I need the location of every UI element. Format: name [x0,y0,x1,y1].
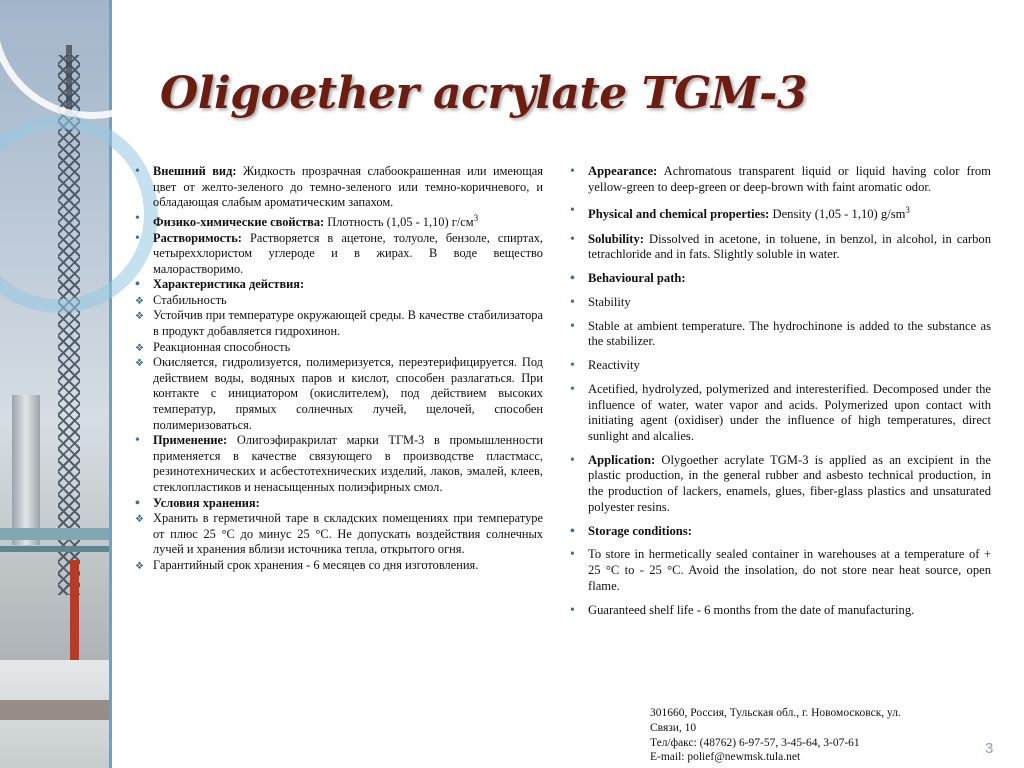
physchem-sup-en: 3 [905,205,910,216]
reactivity-text-en: • Acetified, hydrolyzed, polymerized and interesterified. Decomposed under the influence of water, water vapor and acids. Polymerized upon contact with initiating agent (oxidiser) under the influence of high temperatures, direct sunlight and alcalies. [568,382,991,444]
appearance-label-en: Appearance: [588,164,658,178]
reactivity-heading-en: • Reactivity [568,358,991,374]
solubility-text-en: Dissolved in acetone, in toluene, in benzol, in alcohol, in carbon tetrachloride and in fats. Slightly soluble in water. [588,231,991,262]
solubility-label-en: Solubility: [588,231,644,246]
russian-column [133,164,543,574]
solubility-text-ru: Растворяется в ацетоне, толуоле, бензоле, спиртах, четыреххлористом углероде и в жирах. В воде вещество малорастворимо. [153,230,543,276]
list-item [133,164,543,211]
list-item [568,164,991,195]
list-item [568,453,991,515]
application-text-ru: Олигоэфиракрилат марки ТГМ-3 в промышленности применяется в качестве связующего в производстве пластмасс, резинотехнических и асбестотехнических изделий, лаков, эмалей, клеев, стеклопластиков и ненасыщенных полиэфирных смол. [153,433,543,494]
stability-text-en: • Stable at ambient temperature. The hydrochinone is added to the substance as the stabilizer. [568,319,991,350]
email-line: E-mail: polief@newmsk.tula.net [650,751,801,764]
physchem-text-en: Density (1,05 - 1,10) g/sm [772,207,906,222]
page-number: 3 [985,740,994,757]
storage-text-en: • To store in hermetically sealed container in warehouses at a temperature of + 25 °C to - 25 °C. Avoid the insolation, do not store near heat source, open flame. [568,547,991,594]
stability-heading-ru: ❖ Стабильность [133,293,543,309]
application-label-ru: Применение: [153,433,228,448]
stability-heading-en: • Stability [568,295,991,311]
physchem-label-en: Physical and chemical properties: [588,207,770,222]
list-item [568,232,991,263]
address-line: Связи, 10 [650,721,697,734]
stability-text-ru: ❖ Устойчив при температуре окружающей среды. В качестве стабилизатора в продукт добавляется гидрохинон. [133,308,543,339]
action-heading-ru: • Характеристика действия: [133,277,543,293]
address-line: 301660, Россия, Тульская обл., г. Новомосковск, ул. [650,707,901,719]
list-item [568,203,991,223]
list-item [133,433,543,495]
physchem-label-ru: Физико-химические свойства: [153,214,325,229]
storage-heading-ru: • Условия хранения: [133,496,543,512]
storage-heading-en: • Storage conditions: [568,524,991,540]
reactivity-heading-ru: ❖ Реакционная способность [133,340,543,356]
appearance-label-ru: Внешний вид: [153,164,237,178]
application-label-en: Application: [588,452,656,467]
reactivity-text-ru: ❖ Окисляется, гидролизуется, полимеризуется, переэтерифицируется. Под действием воды, водяных паров и кислот, способен разлагаться. При контакте с инициатором (окислителем), под действием высоких температур, прямых солнечных лучей, щелочей, способен полимеризоваться. [133,355,543,433]
slide-title: Oligoether acrylate TGM-3 [160,68,807,119]
list-item [133,211,543,231]
english-column [568,164,991,626]
appearance-text-ru: Жидкость прозрачная слабоокрашенная или имеющая цвет от желто-зеленого до темно-зеленого или темно-коричневого, и обладающая слабым ароматическим запахом. [153,164,543,210]
physchem-text-ru: Плотность (1,05 - 1,10) г/см [327,214,474,229]
phone-line: Тел/факс: (48762) 6-97-57, 3-45-64, 3-07-61 [650,736,860,749]
shelf-life-text-ru: ❖ Гарантийный срок хранения - 6 месяцев со дня изготовления. [133,558,543,574]
shelf-life-text-en: • Guaranteed shelf life - 6 months from the date of manufacturing. [568,603,991,619]
solubility-label-ru: Растворимость: [153,230,242,245]
appearance-text-en: Achromatous transparent liquid or liquid having color from yellow-green to deep-green or deep-brown with faint aromatic odor. [588,164,991,194]
behaviour-heading-en: • Behavioural path: [568,271,991,287]
storage-text-ru: ❖ Хранить в герметичной таре в складских помещениях при температуре от плюс 25 °С до минус 25 °С. Не допускать воздействия солнечных лучей и хранения вблизи источника тепла, открытого огня. [133,511,543,558]
contact-footer [650,706,901,765]
list-item [133,231,543,278]
application-text-en: Olygoether acrylate TGM-3 is applied as an excipient in the plastic production, in the general rubber and asbesto technical production, in the production of lackers, enamels, glues, fiber-glass plastics and unsaturated polyester resins. [588,452,991,514]
storage-tank [12,395,40,545]
physchem-sup-ru: 3 [473,212,479,223]
